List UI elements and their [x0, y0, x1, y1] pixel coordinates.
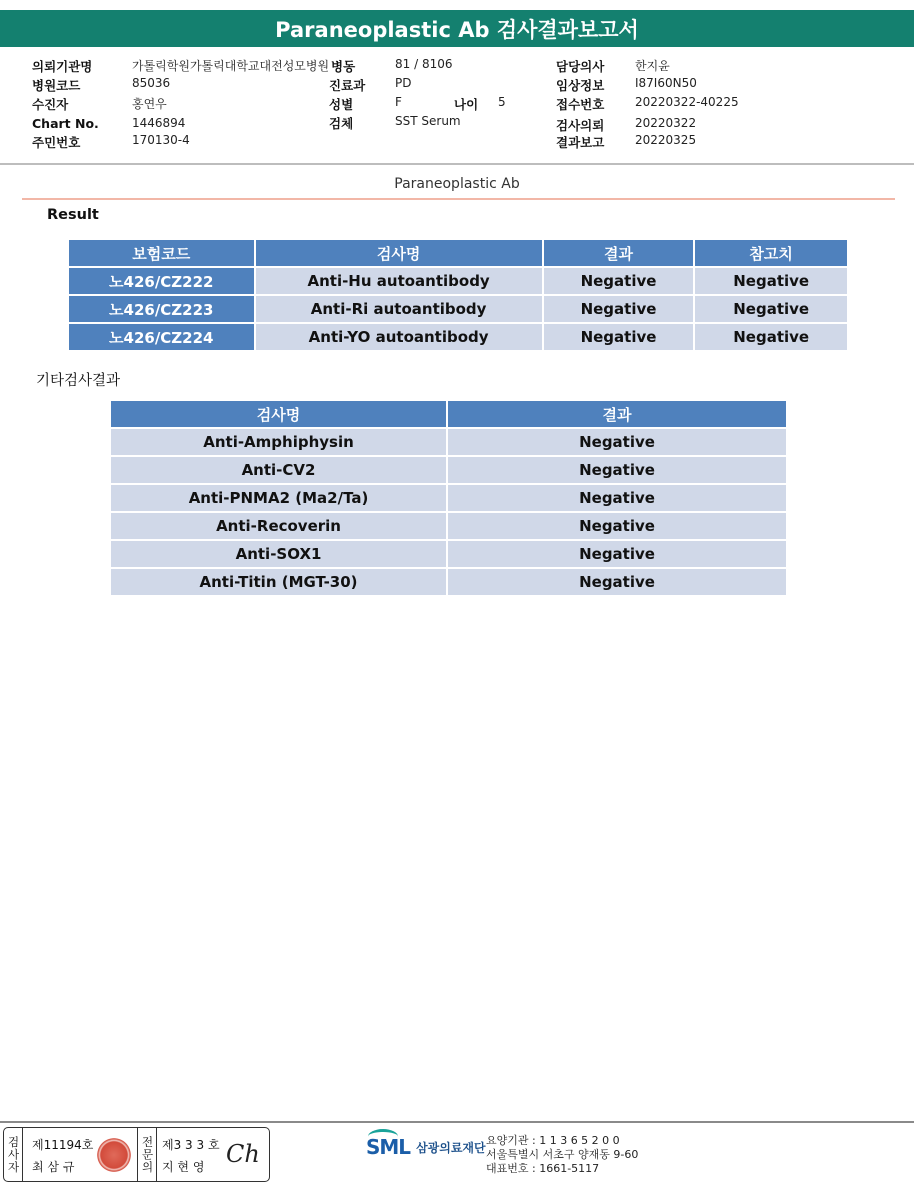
- test-name-cell: Anti-Recoverin: [110, 512, 447, 540]
- other-table-header: [110, 400, 787, 428]
- insurance-code-cell: 노426/CZ222: [68, 267, 255, 295]
- age-label: 나이: [454, 97, 479, 112]
- logo-name: 삼광의료재단: [416, 1140, 486, 1155]
- result-cell: Negative: [447, 540, 787, 568]
- reference-cell: Negative: [694, 323, 848, 351]
- logo-mark-text: SML: [366, 1135, 411, 1159]
- header-result: 결과: [447, 400, 787, 428]
- other-results-heading: 기타검사결과: [36, 373, 121, 389]
- header-divider: [0, 163, 914, 165]
- sex-value: F: [395, 95, 402, 109]
- table-row: [110, 568, 787, 596]
- phone: 대표번호 : 1661-5117: [486, 1162, 600, 1175]
- table-row: [110, 512, 787, 540]
- department-label: 진료과: [329, 78, 366, 93]
- logo-mark: [366, 1135, 410, 1159]
- address: 서울특별시 서초구 양재동 9-60: [486, 1148, 639, 1161]
- signature: Ch: [226, 1140, 260, 1168]
- specialist-name: 지 현 영: [162, 1160, 205, 1174]
- ward-value: 81 / 8106: [395, 57, 453, 71]
- examiner-label: [4, 1128, 23, 1181]
- table-row: [110, 540, 787, 568]
- doctor-label: 담당의사: [556, 59, 605, 74]
- test-name-cell: Anti-PNMA2 (Ma2/Ta): [110, 484, 447, 512]
- specialist-label: [137, 1128, 157, 1181]
- receipt-no-label: 접수번호: [556, 97, 605, 112]
- section-title: Paraneoplastic Ab: [394, 176, 520, 192]
- table-row: [68, 323, 848, 351]
- result-cell: Negative: [447, 484, 787, 512]
- result-table: [67, 238, 849, 352]
- chart-no-label: Chart No.: [32, 116, 99, 131]
- department-value: PD: [395, 76, 412, 90]
- reference-cell: Negative: [694, 267, 848, 295]
- insurance-code-cell: 노426/CZ223: [68, 295, 255, 323]
- specialist-license: 제3 3 3 호: [162, 1138, 220, 1152]
- footer-divider: [0, 1121, 914, 1123]
- resident-no-value: 170130-4: [132, 133, 190, 147]
- sml-logo: [366, 1135, 486, 1159]
- table-row: [110, 428, 787, 456]
- institution-value: 가톨릭학원가톨릭대학교대전성모병원: [132, 59, 330, 73]
- chart-no-value: 1446894: [132, 116, 186, 130]
- sex-label: 성별: [329, 97, 354, 112]
- result-cell: Negative: [447, 568, 787, 596]
- table-row: [68, 295, 848, 323]
- doctor-value: 한지윤: [635, 59, 670, 73]
- care-institution: 요양기관 : 1 1 3 6 5 2 0 0: [486, 1134, 620, 1147]
- test-name-cell: Anti-Amphiphysin: [110, 428, 447, 456]
- header-result: 결과: [543, 239, 695, 267]
- result-cell: Negative: [543, 323, 695, 351]
- test-name-cell: Anti-Ri autoantibody: [255, 295, 543, 323]
- hospital-code-label: 병원코드: [32, 78, 81, 93]
- section-divider: [22, 198, 895, 200]
- result-cell: Negative: [447, 512, 787, 540]
- signature-box: [3, 1127, 270, 1182]
- logo-arc-icon: [368, 1129, 398, 1144]
- request-date-label: 검사의뢰: [556, 118, 605, 133]
- seal-icon: [97, 1138, 131, 1172]
- test-name-cell: Anti-SOX1: [110, 540, 447, 568]
- request-date-value: 20220322: [635, 116, 697, 130]
- table-row: [68, 267, 848, 295]
- recipient-label: 수진자: [32, 97, 69, 112]
- clinical-info-label: 임상정보: [556, 78, 605, 93]
- test-name-cell: Anti-Titin (MGT-30): [110, 568, 447, 596]
- header-test-name: 검사명: [110, 400, 447, 428]
- report-date-label: 결과보고: [556, 135, 605, 150]
- age-value: 5: [498, 95, 506, 109]
- examiner-name: 최 삼 규: [32, 1160, 75, 1174]
- header-insurance-code: 보험코드: [68, 239, 255, 267]
- specimen-label: 검체: [329, 116, 354, 131]
- test-name-cell: Anti-Hu autoantibody: [255, 267, 543, 295]
- test-name-cell: Anti-CV2: [110, 456, 447, 484]
- result-cell: Negative: [543, 295, 695, 323]
- result-table-header: [68, 239, 848, 267]
- header-test-name: 검사명: [255, 239, 543, 267]
- test-name-cell: Anti-YO autoantibody: [255, 323, 543, 351]
- result-cell: Negative: [447, 456, 787, 484]
- hospital-code-value: 85036: [132, 76, 171, 90]
- lab-address-block: [486, 1134, 638, 1176]
- report-title: Paraneoplastic Ab 검사결과보고서: [0, 10, 914, 47]
- result-heading: Result: [47, 207, 99, 223]
- reference-cell: Negative: [694, 295, 848, 323]
- clinical-info-value: I87I60N50: [635, 76, 697, 90]
- result-cell: Negative: [543, 267, 695, 295]
- table-row: [110, 484, 787, 512]
- other-results-table: [109, 399, 788, 597]
- examiner-label-text: 검사자: [6, 1135, 21, 1174]
- specialist-label-text: 전문의: [140, 1135, 155, 1174]
- specimen-value: SST Serum: [395, 114, 461, 128]
- table-row: [110, 456, 787, 484]
- insurance-code-cell: 노426/CZ224: [68, 323, 255, 351]
- result-cell: Negative: [447, 428, 787, 456]
- institution-label: 의뢰기관명: [32, 59, 93, 74]
- report-date-value: 20220325: [635, 133, 697, 147]
- recipient-value: 홍연우: [132, 97, 167, 111]
- examiner-license: 제11194호: [32, 1138, 94, 1152]
- resident-no-label: 주민번호: [32, 135, 81, 150]
- ward-label: 병동: [331, 59, 356, 74]
- receipt-no-value: 20220322-40225: [635, 95, 739, 109]
- header-reference: 참고치: [694, 239, 848, 267]
